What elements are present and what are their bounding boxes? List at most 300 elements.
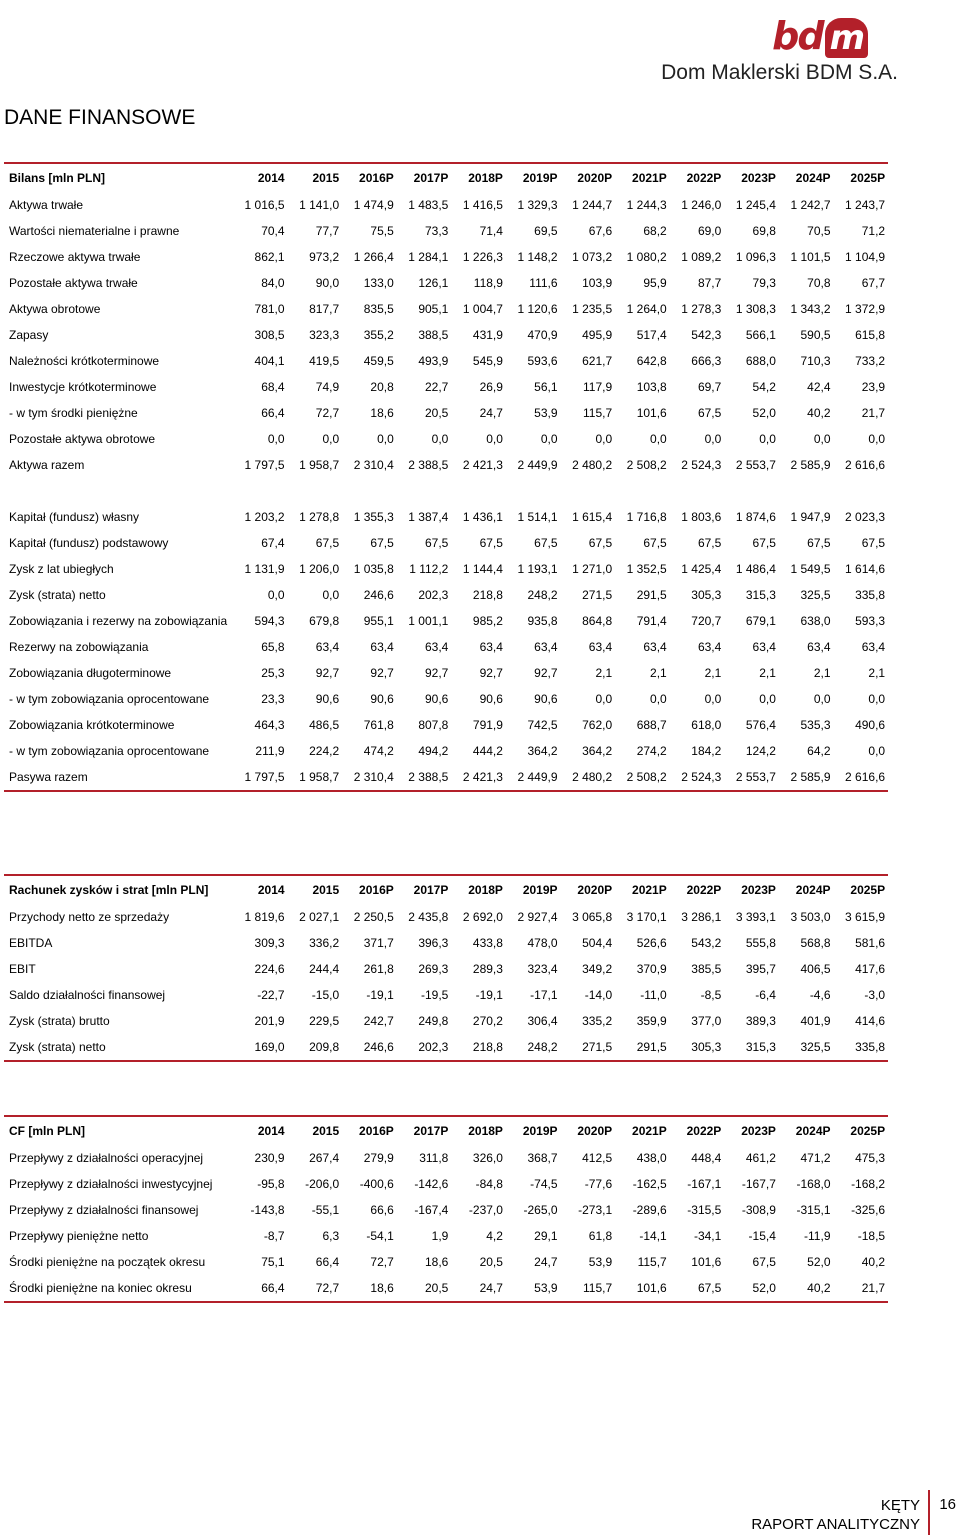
cell-value: 2 524,3 xyxy=(681,458,722,472)
cell-value: -308,9 xyxy=(741,1203,776,1217)
cell-value: 1 120,6 xyxy=(517,302,558,316)
cell-value: -11,0 xyxy=(640,988,667,1002)
cell-value: 73,3 xyxy=(424,224,449,238)
column-header: 2017P xyxy=(413,883,449,897)
cell-value: 67,5 xyxy=(697,1281,722,1295)
cell-value: -19,1 xyxy=(475,988,503,1002)
cell-value: 326,0 xyxy=(472,1151,503,1165)
cell-value: 364,2 xyxy=(582,744,613,758)
table-row xyxy=(4,1197,888,1223)
cell-value: 1 131,9 xyxy=(244,562,285,576)
cell-value: 0,0 xyxy=(650,692,667,706)
cell-value: 2 310,4 xyxy=(353,770,394,784)
cell-value: 92,7 xyxy=(315,666,340,680)
cell-value: 53,9 xyxy=(534,406,558,420)
cell-value: 1 112,2 xyxy=(409,562,449,576)
table-row xyxy=(4,904,888,930)
cell-value: 1 101,5 xyxy=(790,250,831,264)
column-header: 2017P xyxy=(413,1124,449,1138)
cell-value: 84,0 xyxy=(261,276,285,290)
row-label: Zysk (strata) brutto xyxy=(9,1014,110,1028)
cell-value: 63,4 xyxy=(861,640,886,654)
cell-value: 1 819,6 xyxy=(244,910,285,924)
cell-value: 0,0 xyxy=(377,432,394,446)
cell-value: 1 352,5 xyxy=(626,562,667,576)
cell-value: 742,5 xyxy=(527,718,558,732)
cell-value: 244,4 xyxy=(309,962,340,976)
cell-value: 590,5 xyxy=(800,328,831,342)
cell-value: 24,7 xyxy=(479,1281,503,1295)
cell-value: 2 421,3 xyxy=(462,458,503,472)
cell-value: 92,7 xyxy=(534,666,558,680)
cell-value: 26,9 xyxy=(479,380,503,394)
table-row xyxy=(4,1171,888,1197)
cell-value: 417,6 xyxy=(855,962,886,976)
cell-value: 52,0 xyxy=(752,406,776,420)
table-title: Bilans [mln PLN] xyxy=(9,171,106,185)
cell-value: 0,0 xyxy=(486,432,503,446)
page-title: DANE FINANSOWE xyxy=(4,106,196,129)
cell-value: -325,6 xyxy=(851,1203,886,1217)
cell-value: 63,4 xyxy=(479,640,503,654)
cell-value: 2 508,2 xyxy=(626,458,667,472)
column-header: 2017P xyxy=(413,171,449,185)
cell-value: 42,4 xyxy=(807,380,831,394)
row-label: Przepływy z działalności operacyjnej xyxy=(9,1151,204,1165)
table-row xyxy=(4,764,888,792)
cell-value: 90,6 xyxy=(370,692,394,706)
table-row xyxy=(4,192,888,218)
cell-value: 2,1 xyxy=(595,666,613,680)
column-header: 2019P xyxy=(522,171,558,185)
table-row xyxy=(4,660,888,686)
cell-value: 67,5 xyxy=(315,536,340,550)
cell-value: -22,7 xyxy=(257,988,285,1002)
cell-value: 274,2 xyxy=(636,744,667,758)
cell-value: 24,7 xyxy=(479,406,503,420)
cell-value: 1 244,3 xyxy=(626,198,667,212)
cell-value: 2 585,9 xyxy=(790,458,831,472)
table-row xyxy=(4,582,888,608)
cell-value: 323,4 xyxy=(527,962,558,976)
cell-value: -400,6 xyxy=(359,1177,394,1191)
cell-value: 1 073,2 xyxy=(572,250,613,264)
cell-value: 1 308,3 xyxy=(735,302,776,316)
column-header: 2018P xyxy=(468,171,503,185)
cell-value: 335,8 xyxy=(855,1040,886,1054)
cell-value: 261,8 xyxy=(363,962,394,976)
cell-value: 101,6 xyxy=(691,1255,722,1269)
balance-sheet-table xyxy=(4,162,888,792)
cell-value: 486,5 xyxy=(309,718,340,732)
cell-value: 90,6 xyxy=(479,692,503,706)
cell-value: 1 474,9 xyxy=(353,198,394,212)
table-row xyxy=(4,634,888,660)
cell-value: 1 266,4 xyxy=(353,250,394,264)
cell-value: 20,5 xyxy=(424,406,449,420)
cell-value: -142,6 xyxy=(414,1177,449,1191)
cell-value: 1 278,3 xyxy=(681,302,722,316)
cell-value: 1 803,6 xyxy=(681,510,722,524)
cell-value: 2,1 xyxy=(704,666,722,680)
cell-value: -168,0 xyxy=(796,1177,831,1191)
cell-value: -74,5 xyxy=(530,1177,558,1191)
cell-value: 67,5 xyxy=(861,536,886,550)
cell-value: -15,0 xyxy=(311,988,340,1002)
cell-value: 1 514,1 xyxy=(517,510,558,524)
cell-value: 1 226,3 xyxy=(462,250,503,264)
cell-value: 315,3 xyxy=(745,1040,776,1054)
cell-value: 781,0 xyxy=(254,302,285,316)
cell-value: 67,5 xyxy=(752,1255,776,1269)
cell-value: 448,4 xyxy=(691,1151,722,1165)
cell-value: 23,3 xyxy=(261,692,285,706)
cell-value: 67,5 xyxy=(588,536,613,550)
cell-value: 2 388,5 xyxy=(408,770,449,784)
cell-value: 0,0 xyxy=(267,588,285,602)
cell-value: 202,3 xyxy=(418,1040,449,1054)
table-header-row xyxy=(4,1115,888,1145)
table-row xyxy=(4,1223,888,1249)
cell-value: 985,2 xyxy=(472,614,503,628)
cell-value: -15,4 xyxy=(748,1229,776,1243)
row-label: Kapitał (fundusz) własny xyxy=(9,510,140,524)
cell-value: 395,7 xyxy=(745,962,776,976)
cell-value: 1,9 xyxy=(431,1229,449,1243)
cell-value: 24,7 xyxy=(534,1255,558,1269)
cell-value: 1 958,7 xyxy=(299,770,340,784)
cell-value: 224,2 xyxy=(309,744,340,758)
cell-value: 18,6 xyxy=(370,406,394,420)
table-row xyxy=(4,1275,888,1303)
cell-value: 444,2 xyxy=(472,744,503,758)
cell-value: 249,8 xyxy=(418,1014,449,1028)
row-label: Zysk (strata) netto xyxy=(9,588,106,602)
cell-value: 69,0 xyxy=(697,224,722,238)
cell-value: 1 486,4 xyxy=(735,562,776,576)
row-label: Przepływy pieniężne netto xyxy=(9,1229,149,1243)
cell-value: 0,0 xyxy=(868,432,886,446)
cell-value: 67,4 xyxy=(261,536,285,550)
column-header: 2020P xyxy=(577,883,613,897)
cell-value: 325,5 xyxy=(800,588,831,602)
cell-value: 22,7 xyxy=(424,380,449,394)
cell-value: 271,5 xyxy=(582,588,613,602)
cell-value: 267,4 xyxy=(309,1151,340,1165)
cell-value: 306,4 xyxy=(527,1014,558,1028)
cell-value: 1 372,9 xyxy=(845,302,886,316)
cell-value: 1 387,4 xyxy=(408,510,449,524)
row-label: - w tym środki pieniężne xyxy=(9,406,138,420)
cell-value: -289,6 xyxy=(632,1203,667,1217)
cell-value: 490,6 xyxy=(855,718,886,732)
cell-value: 474,2 xyxy=(363,744,394,758)
cell-value: 385,5 xyxy=(691,962,722,976)
cell-value: 1 425,4 xyxy=(681,562,722,576)
cell-value: 67,5 xyxy=(697,536,722,550)
cell-value: -19,5 xyxy=(420,988,449,1002)
cell-value: 593,3 xyxy=(855,614,886,628)
cell-value: 494,2 xyxy=(418,744,449,758)
cell-value: 63,4 xyxy=(643,640,667,654)
cell-value: 336,2 xyxy=(309,936,340,950)
cell-value: 67,7 xyxy=(861,276,886,290)
cell-value: -6,4 xyxy=(755,988,776,1002)
table-row xyxy=(4,930,888,956)
row-label: - w tym zobowiązania oprocentowane xyxy=(9,744,210,758)
cell-value: 2 927,4 xyxy=(517,910,558,924)
cell-value: 1 148,2 xyxy=(517,250,558,264)
cell-value: 1 244,7 xyxy=(572,198,613,212)
row-label: EBIT xyxy=(9,962,36,976)
cell-value: 1 203,2 xyxy=(244,510,285,524)
table-row xyxy=(4,686,888,712)
table-header-row xyxy=(4,874,888,904)
table-row xyxy=(4,712,888,738)
cell-value: 377,0 xyxy=(691,1014,722,1028)
cell-value: 761,8 xyxy=(363,718,394,732)
cell-value: 230,9 xyxy=(254,1151,285,1165)
cell-value: 87,7 xyxy=(697,276,722,290)
cell-value: 77,7 xyxy=(315,224,340,238)
cell-value: 0,0 xyxy=(650,432,667,446)
cell-value: 359,9 xyxy=(636,1014,667,1028)
cell-value: 542,3 xyxy=(691,328,722,342)
row-label: Pozostałe aktywa trwałe xyxy=(9,276,138,290)
page-number: 16 xyxy=(939,1496,956,1513)
cell-value: 90,6 xyxy=(315,692,340,706)
column-header: 2014 xyxy=(257,883,285,897)
table-row xyxy=(4,556,888,582)
cell-value: 679,8 xyxy=(309,614,340,628)
cell-value: 2 585,9 xyxy=(790,770,831,784)
table-title: Rachunek zysków i strat [mln PLN] xyxy=(9,883,209,897)
row-label: Wartości niematerialne i prawne xyxy=(9,224,180,238)
cell-value: 762,0 xyxy=(582,718,613,732)
cell-value: 433,8 xyxy=(472,936,503,950)
cell-value: 133,0 xyxy=(363,276,394,290)
cell-value: -14,1 xyxy=(639,1229,667,1243)
cell-value: 495,9 xyxy=(582,328,613,342)
column-header: 2023P xyxy=(741,1124,776,1138)
row-label: Aktywa obrotowe xyxy=(9,302,101,316)
cell-value: 396,3 xyxy=(418,936,449,950)
cell-value: 621,7 xyxy=(582,354,613,368)
cell-value: 315,3 xyxy=(745,588,776,602)
cell-value: 817,7 xyxy=(309,302,340,316)
cell-value: 92,7 xyxy=(370,666,394,680)
cell-value: 63,4 xyxy=(370,640,394,654)
cell-value: 545,9 xyxy=(472,354,503,368)
cell-value: 471,2 xyxy=(800,1151,831,1165)
cell-value: 70,4 xyxy=(261,224,285,238)
row-label: Środki pieniężne na koniec okresu xyxy=(9,1281,192,1295)
table-row xyxy=(4,452,888,478)
cell-value: 20,5 xyxy=(479,1255,503,1269)
cell-value: 475,3 xyxy=(855,1151,886,1165)
cell-value: 92,7 xyxy=(479,666,503,680)
cell-value: 1 243,7 xyxy=(845,198,886,212)
column-header: 2023P xyxy=(741,883,776,897)
cell-value: 1 958,7 xyxy=(299,458,340,472)
cell-value: -54,1 xyxy=(366,1229,394,1243)
cell-value: 905,1 xyxy=(418,302,449,316)
cell-value: 470,9 xyxy=(527,328,558,342)
cell-value: 56,1 xyxy=(534,380,558,394)
cell-value: 0,0 xyxy=(704,692,722,706)
column-header: 2018P xyxy=(468,1124,503,1138)
table-title: CF [mln PLN] xyxy=(9,1124,85,1138)
row-label: Pozostałe aktywa obrotowe xyxy=(9,432,156,446)
cell-value: 63,4 xyxy=(807,640,831,654)
table-row xyxy=(4,1249,888,1275)
cell-value: 21,7 xyxy=(861,406,886,420)
cell-value: 63,4 xyxy=(534,640,558,654)
cell-value: 115,7 xyxy=(582,406,613,420)
cell-value: 52,0 xyxy=(807,1255,831,1269)
cell-value: 335,8 xyxy=(855,588,886,602)
cell-value: 103,9 xyxy=(582,276,613,290)
table-header-row xyxy=(4,162,888,192)
cell-value: 23,9 xyxy=(861,380,886,394)
row-label: Rezerwy na zobowiązania xyxy=(9,640,149,654)
cell-value: -315,1 xyxy=(796,1203,831,1217)
cell-value: 371,7 xyxy=(363,936,394,950)
cell-value: 1 436,1 xyxy=(462,510,503,524)
table-row xyxy=(4,608,888,634)
cell-value: 67,5 xyxy=(807,536,831,550)
cell-value: -95,8 xyxy=(257,1177,285,1191)
cell-value: 576,4 xyxy=(745,718,776,732)
table-row xyxy=(4,426,888,452)
cell-value: -8,5 xyxy=(700,988,722,1002)
cell-value: 666,3 xyxy=(691,354,722,368)
cell-value: -168,2 xyxy=(851,1177,886,1191)
column-header: 2024P xyxy=(795,883,831,897)
cell-value: 66,4 xyxy=(315,1255,340,1269)
cell-value: 2 692,0 xyxy=(462,910,503,924)
cell-value: 71,4 xyxy=(479,224,503,238)
row-label: EBITDA xyxy=(9,936,53,950)
cell-value: 688,7 xyxy=(636,718,667,732)
row-label: Inwestycje krótkoterminowe xyxy=(9,380,157,394)
cell-value: 1 104,9 xyxy=(845,250,886,264)
cell-value: -8,7 xyxy=(263,1229,285,1243)
cell-value: 305,3 xyxy=(691,588,722,602)
cell-value: 566,1 xyxy=(745,328,776,342)
cell-value: 40,2 xyxy=(861,1255,886,1269)
cell-value: 72,7 xyxy=(370,1255,394,1269)
cell-value: 3 065,8 xyxy=(572,910,613,924)
cell-value: 1 797,5 xyxy=(244,458,285,472)
cell-value: 1 549,5 xyxy=(790,562,831,576)
row-label: Należności krótkoterminowe xyxy=(9,354,160,368)
cell-value: 543,2 xyxy=(691,936,722,950)
cell-value: 67,5 xyxy=(424,536,449,550)
cell-value: 973,2 xyxy=(309,250,340,264)
cell-value: 75,1 xyxy=(261,1255,285,1269)
cell-value: 2 310,4 xyxy=(353,458,394,472)
cell-value: 401,9 xyxy=(800,1014,831,1028)
table-row xyxy=(4,1008,888,1034)
column-header: 2019P xyxy=(522,883,558,897)
cell-value: -237,0 xyxy=(468,1203,503,1217)
column-header: 2025P xyxy=(850,883,886,897)
cell-value: 1 193,1 xyxy=(517,562,558,576)
cell-value: 2 421,3 xyxy=(462,770,503,784)
cell-value: -265,0 xyxy=(523,1203,558,1217)
cell-value: 311,8 xyxy=(419,1151,449,1165)
cell-value: -18,5 xyxy=(857,1229,886,1243)
cell-value: 18,6 xyxy=(424,1255,449,1269)
cell-value: 720,7 xyxy=(691,614,722,628)
cell-value: 679,1 xyxy=(745,614,776,628)
row-label: Aktywa trwałe xyxy=(9,198,84,212)
table-row xyxy=(4,1034,888,1062)
cell-value: -17,1 xyxy=(530,988,558,1002)
cell-value: 2 250,5 xyxy=(353,910,394,924)
cell-value: 2 388,5 xyxy=(408,458,449,472)
cell-value: 64,2 xyxy=(807,744,831,758)
cell-value: 2 616,6 xyxy=(845,770,886,784)
cell-value: 862,1 xyxy=(254,250,285,264)
cell-value: 349,2 xyxy=(582,962,613,976)
cell-value: 269,3 xyxy=(418,962,449,976)
cell-value: 568,8 xyxy=(800,936,831,950)
cell-value: 40,2 xyxy=(807,1281,831,1295)
cell-value: 68,4 xyxy=(261,380,285,394)
cell-value: 335,2 xyxy=(582,1014,613,1028)
cell-value: 53,9 xyxy=(534,1281,558,1295)
cell-value: 67,6 xyxy=(588,224,613,238)
cell-value: 6,3 xyxy=(322,1229,340,1243)
cell-value: 63,4 xyxy=(424,640,449,654)
cell-value: 1 080,2 xyxy=(626,250,667,264)
cell-value: 1 716,8 xyxy=(626,510,667,524)
cell-value: 0,0 xyxy=(595,432,613,446)
cell-value: 67,5 xyxy=(370,536,394,550)
cell-value: 72,7 xyxy=(315,1281,340,1295)
column-header: 2024P xyxy=(795,171,831,185)
row-label: Przychody netto ze sprzedaży xyxy=(9,910,170,924)
row-label: Rzeczowe aktywa trwałe xyxy=(9,250,141,264)
footer-company: KĘTY xyxy=(880,1497,920,1514)
row-label: Kapitał (fundusz) podstawowy xyxy=(9,536,169,550)
row-label: Zysk (strata) netto xyxy=(9,1040,106,1054)
cell-value: 66,4 xyxy=(261,406,285,420)
cell-value: 2 480,2 xyxy=(572,458,613,472)
cell-value: -167,1 xyxy=(687,1177,722,1191)
cell-value: 218,8 xyxy=(472,1040,503,1054)
cell-value: 0,0 xyxy=(322,588,340,602)
cell-value: 461,2 xyxy=(745,1151,776,1165)
cell-value: 65,8 xyxy=(261,640,285,654)
cell-value: 593,6 xyxy=(527,354,558,368)
cell-value: 517,4 xyxy=(636,328,667,342)
cell-value: 218,8 xyxy=(472,588,503,602)
cell-value: 61,8 xyxy=(588,1229,613,1243)
cell-value: 1 416,5 xyxy=(462,198,503,212)
cell-value: 2 449,9 xyxy=(517,770,558,784)
cell-value: 103,8 xyxy=(636,380,667,394)
cell-value: 29,1 xyxy=(534,1229,558,1243)
cell-value: 1 615,4 xyxy=(572,510,613,524)
cell-value: 74,9 xyxy=(315,380,340,394)
cell-value: 2 508,2 xyxy=(626,770,667,784)
table-row xyxy=(4,218,888,244)
cell-value: 115,7 xyxy=(637,1255,667,1269)
cell-value: 431,9 xyxy=(472,328,503,342)
